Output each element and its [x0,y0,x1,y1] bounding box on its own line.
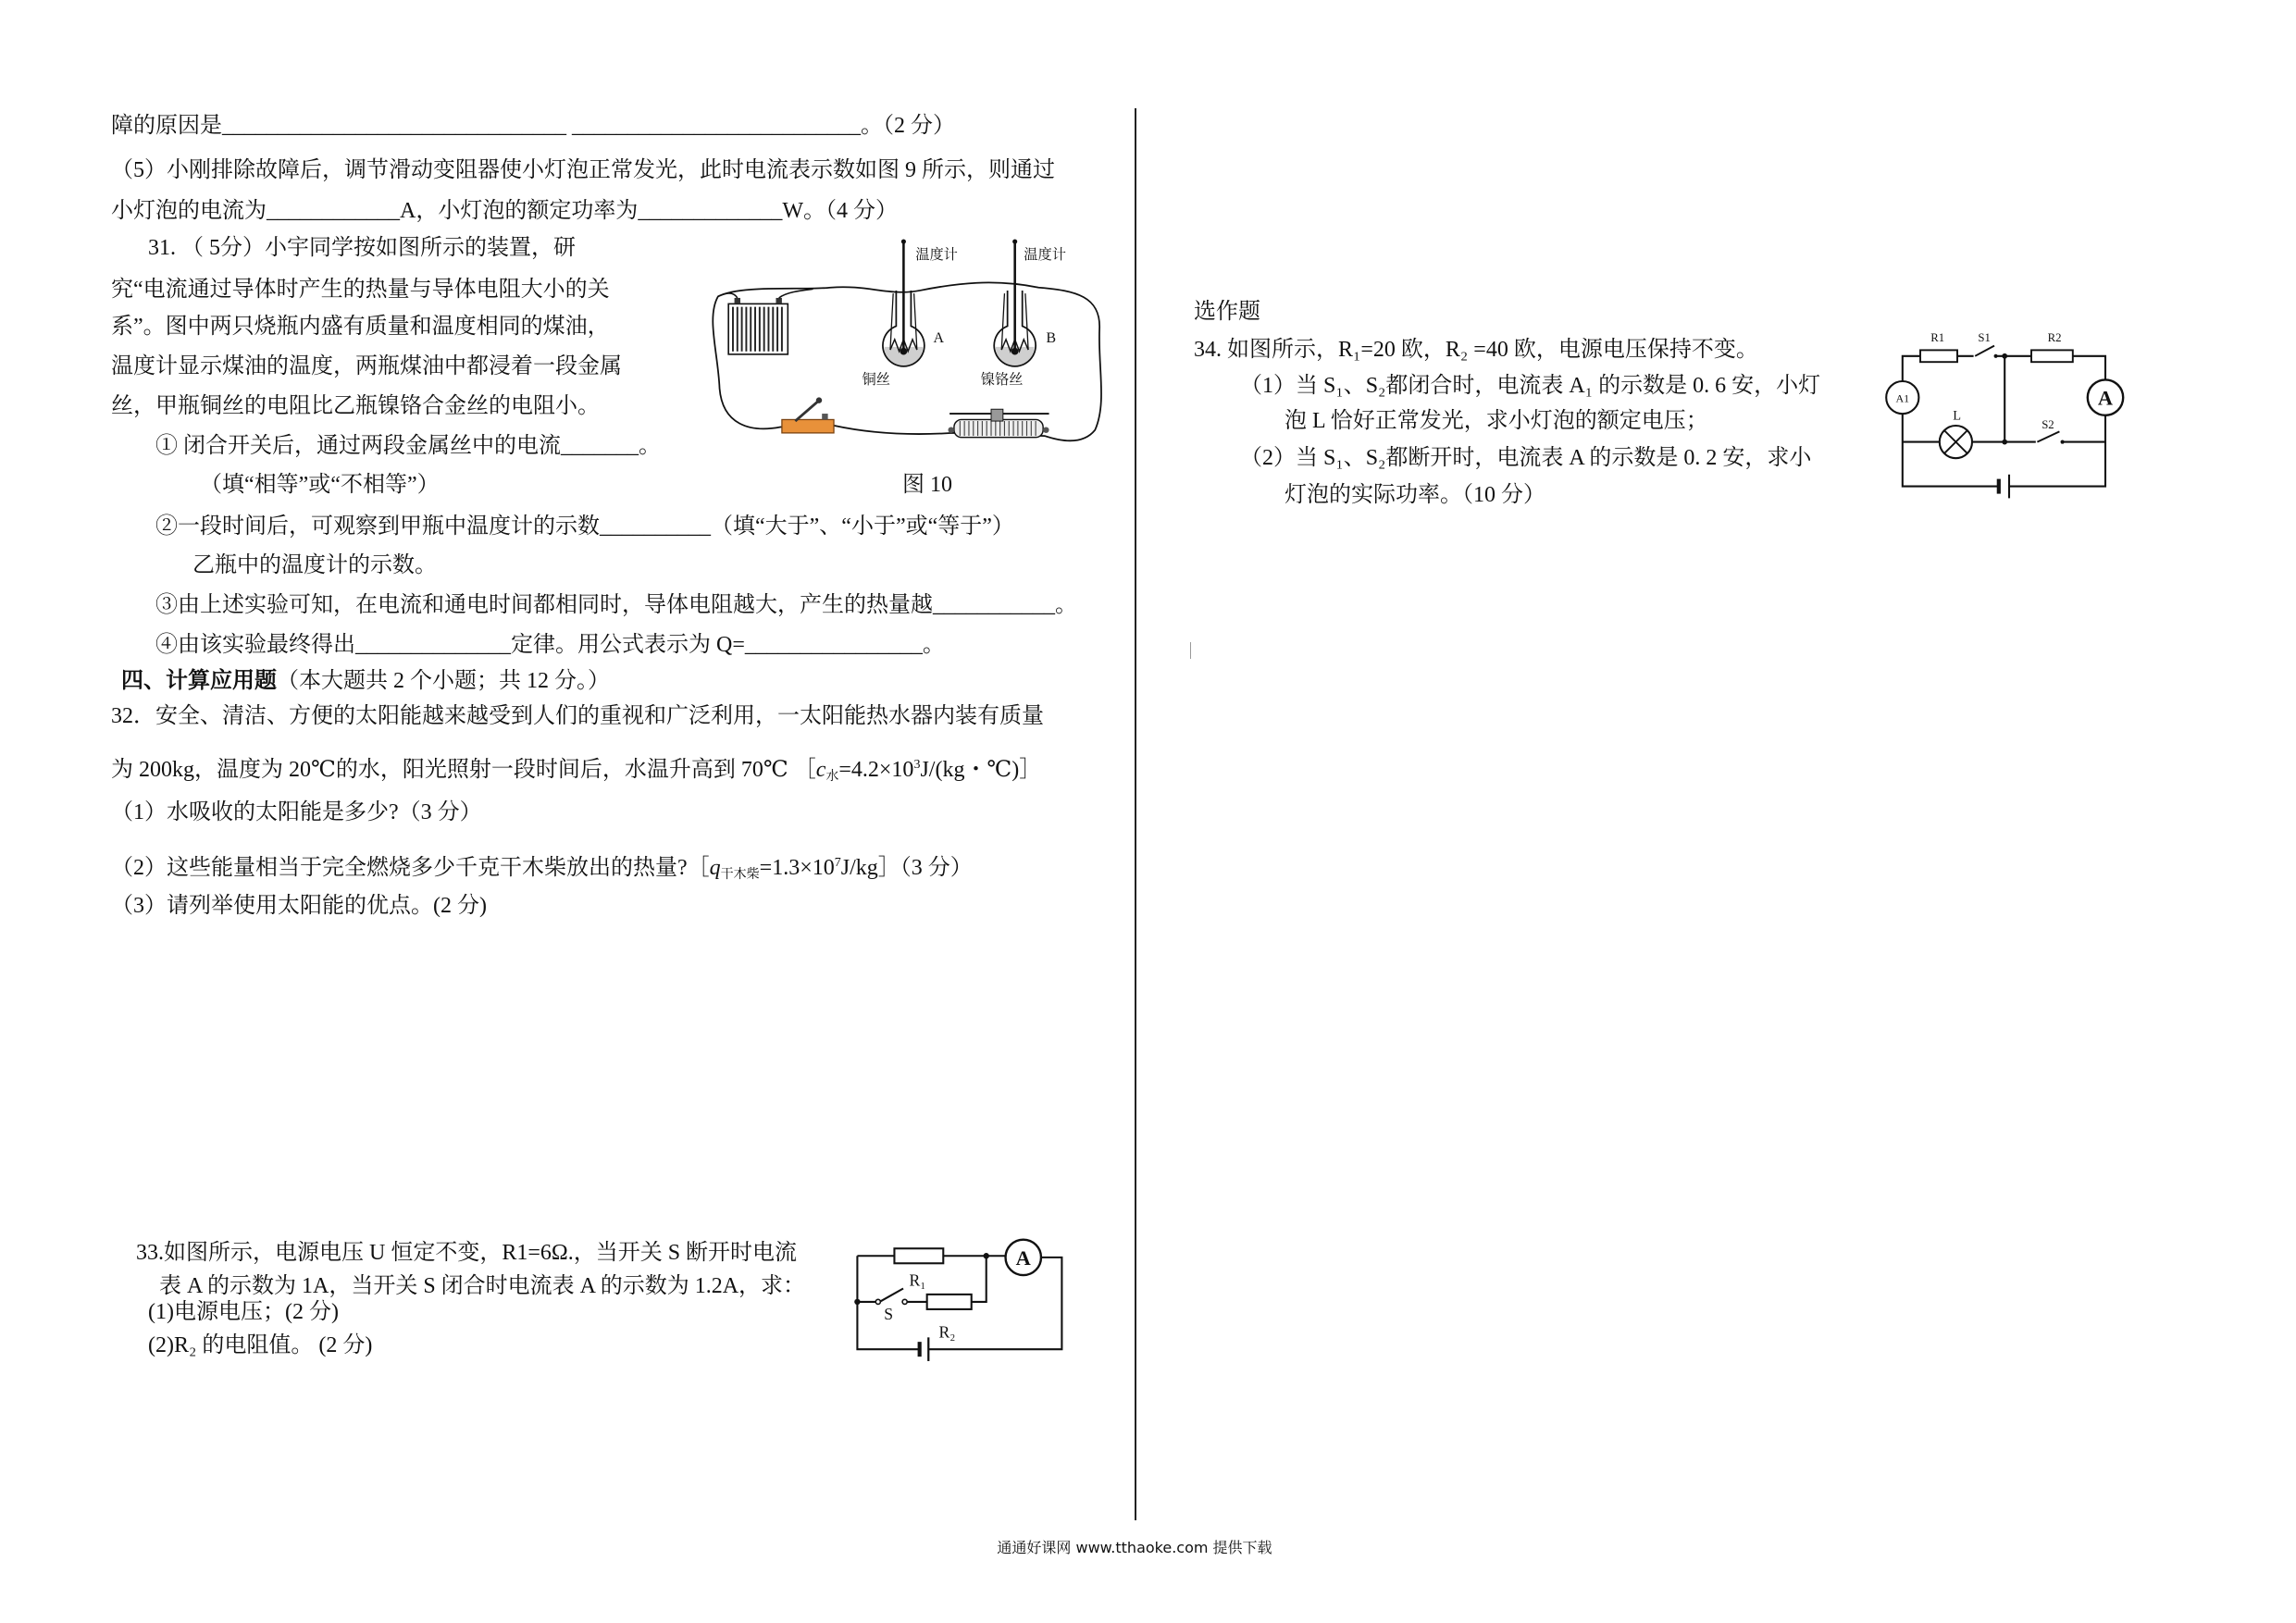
thermometer-label-2: 温度计 [1024,247,1066,264]
q33-line-1: 33.如图所示，电源电压 U 恒定不变，R1=6Ω.，当开关 S 断开时电流 [136,1241,798,1265]
section-4-heading: 四、计算应用题 [121,669,277,693]
q34-part-1-line-2: 泡 L 恰好正常发光，求小灯泡的额定电压； [1285,409,1708,433]
right-column [1138,0,2296,1623]
switch-s1-lever [1975,346,1994,356]
ammeter-a1-label: A1 [1895,391,1910,405]
q32-part-2 [111,849,973,889]
junction-dot [2002,440,2007,445]
q32-part-1: （1）水吸收的太阳能是多少?（3 分） [111,800,482,824]
junction-dot [2002,353,2007,359]
q32-part-2-text: （2）这些能量相当于完全燃烧多少千克干木柴放出的热量?［ [111,856,710,880]
page-footer: 通通好课网 www.tthaoke.com 提供下载 [997,1539,1272,1556]
battery-pack [718,289,813,354]
q31-sub-1: ① 闭合开关后，通过两段金属丝中的电流_______。 [155,434,661,458]
knife-switch [782,397,834,432]
q33-circuit-diagram [851,1233,1071,1358]
ammeter-a-label: A [2097,386,2114,410]
thermometer-b [1011,239,1019,354]
switch-s1-terminal [1994,354,1998,358]
heat-value-unit: J/kg］（3 分） [840,856,973,880]
heat-value-exponent: 7 [834,856,841,870]
r2-label: R₂ [938,1322,956,1342]
q32-part-3: （3）请列举使用太阳能的优点。(2 分) [111,894,487,918]
switch-s2-lever [2037,431,2059,441]
q32-line-2 [111,751,1041,791]
q30-line-1: 障的原因是_______________________________ __________________________。（2 分） [111,114,955,138]
q31-intro-line-3: 系”。图中两只烧瓶内盛有质量和温度相同的煤油， [111,315,610,339]
r1-label: R1 [1930,330,1945,344]
resistor-r1 [894,1248,943,1263]
q33-part-1: (1)电源电压；(2 分) [148,1300,339,1324]
q31-sub-1-hint: （填“相等”或“不相等”） [200,473,440,497]
q31-intro-line-2: 究“电流通过导体时产生的热量与导体电阻大小的关 [111,278,610,302]
q34-circuit-diagram [1883,317,2135,504]
nichrome-wire-label: 镍铬丝 [980,371,1024,388]
q30-part5-line-2: 小灯泡的电流为____________A，小灯泡的额定功率为_____________W。（4 分） [111,199,898,223]
optional-section-title: 选作题 [1194,300,1260,324]
q31-sub-2: ②一段时间后，可观察到甲瓶中温度计的示数__________（填“大于”、“小于”或“等于”） [155,514,1014,539]
figure-10-caption: 图 10 [902,473,952,497]
specific-heat-exponent: 3 [913,758,921,772]
section-4-heading-line [121,667,610,695]
s1-label: S1 [1978,330,1991,344]
switch-lever [879,1288,903,1301]
q33-line-2: 表 A 的示数为 1A，当开关 S 闭合时电流表 A 的示数为 1.2A，求： [159,1274,806,1298]
q32-line-1: 32．安全、清洁、方便的太阳能越来越受到人们的重视和广泛利用，一太阳能热水器内装有质量 [111,704,1044,728]
thermometer-label-1: 温度计 [915,247,958,264]
figure-10-apparatus [706,234,1104,477]
specific-heat-value: =4.2×10 [838,758,914,782]
q34-part-2-line-2: 灯泡的实际功率。（10 分） [1285,483,1545,507]
q34-part-2-line-1: （2）当 S₁、S₂都断开时，电流表 A 的示数是 0. 2 安，求小 [1240,446,1812,470]
lamp-label: L [1953,408,1961,424]
ammeter-label: A [1015,1245,1031,1270]
switch-terminal [902,1299,907,1304]
resistor-r2 [2031,350,2073,362]
q31-sub-3: ③由上述实验可知，在电流和通电时间都相同时，导体电阻越大，产生的热量越___________。 [155,593,1077,617]
thermometer-a [900,239,908,354]
q34-stem: 34. 如图所示，R₁=20 欧，R₂ =40 欧，电源电压保持不变。 [1194,338,1758,362]
q31-intro-line-5: 丝，甲瓶铜丝的电阻比乙瓶镍铬合金丝的电阻小。 [111,394,600,418]
q32-line-2-text: 为 200kg，温度为 20℃的水，阳光照射一段时间后，水温升高到 70℃ ［ [111,758,816,782]
heat-value-number: =1.3×10 [759,856,835,880]
junction-dot [854,1299,860,1305]
s2-label: S2 [2042,418,2054,432]
specific-heat-symbol: c [815,758,826,782]
flask-a-label: A [933,330,945,347]
heat-value-subscript: 干木柴 [720,868,760,882]
heat-value-symbol: q [709,856,721,880]
q31-sub-2-continued: 乙瓶中的温度计的示数。 [192,553,437,577]
column-divider [1135,108,1136,1520]
q31-intro-line-4: 温度计显示煤油的温度，两瓶煤油中都浸着一段金属 [111,354,622,378]
section-4-note: （本大题共 2 个小题；共 12 分。） [277,669,610,693]
junction-dot [984,1253,989,1258]
q30-part5-line-1: （5）小刚排除故障后，调节滑动变阻器使小灯泡正常发光，此时电流表示数如图 9 所示，则通过 [111,158,1055,182]
r2-label: R2 [2047,330,2062,344]
r1-label: R₁ [909,1270,926,1290]
q34-part-1-line-1: （1）当 S₁、S₂都闭合时，电流表 A₁ 的示数是 0. 6 安，小灯 [1240,374,1821,398]
lamp-icon [1940,426,1972,458]
specific-heat-unit: J/(kg・℃)］ [920,758,1042,782]
left-column [0,0,1131,1623]
switch-label: S [884,1305,894,1324]
resistor-r2 [927,1295,972,1309]
resistor-r1 [1920,350,1957,362]
slide-rheostat [949,409,1049,437]
copper-wire-label: 铜丝 [862,371,890,388]
switch-terminal [875,1299,880,1304]
circuit-wires [1903,356,2105,487]
q33-part-2: (2)R₂ 的电阻值。 (2 分) [148,1333,373,1357]
flask-b-label: B [1046,330,1057,347]
q31-sub-4: ④由该实验最终得出______________定律。用公式表示为 Q=________________。 [155,633,945,657]
q31-intro-line-1: 31. （ 5分）小宇同学按如图所示的装置，研 [148,236,576,260]
specific-heat-subscript: 水 [825,770,839,784]
switch-s2-terminal [2061,440,2065,444]
